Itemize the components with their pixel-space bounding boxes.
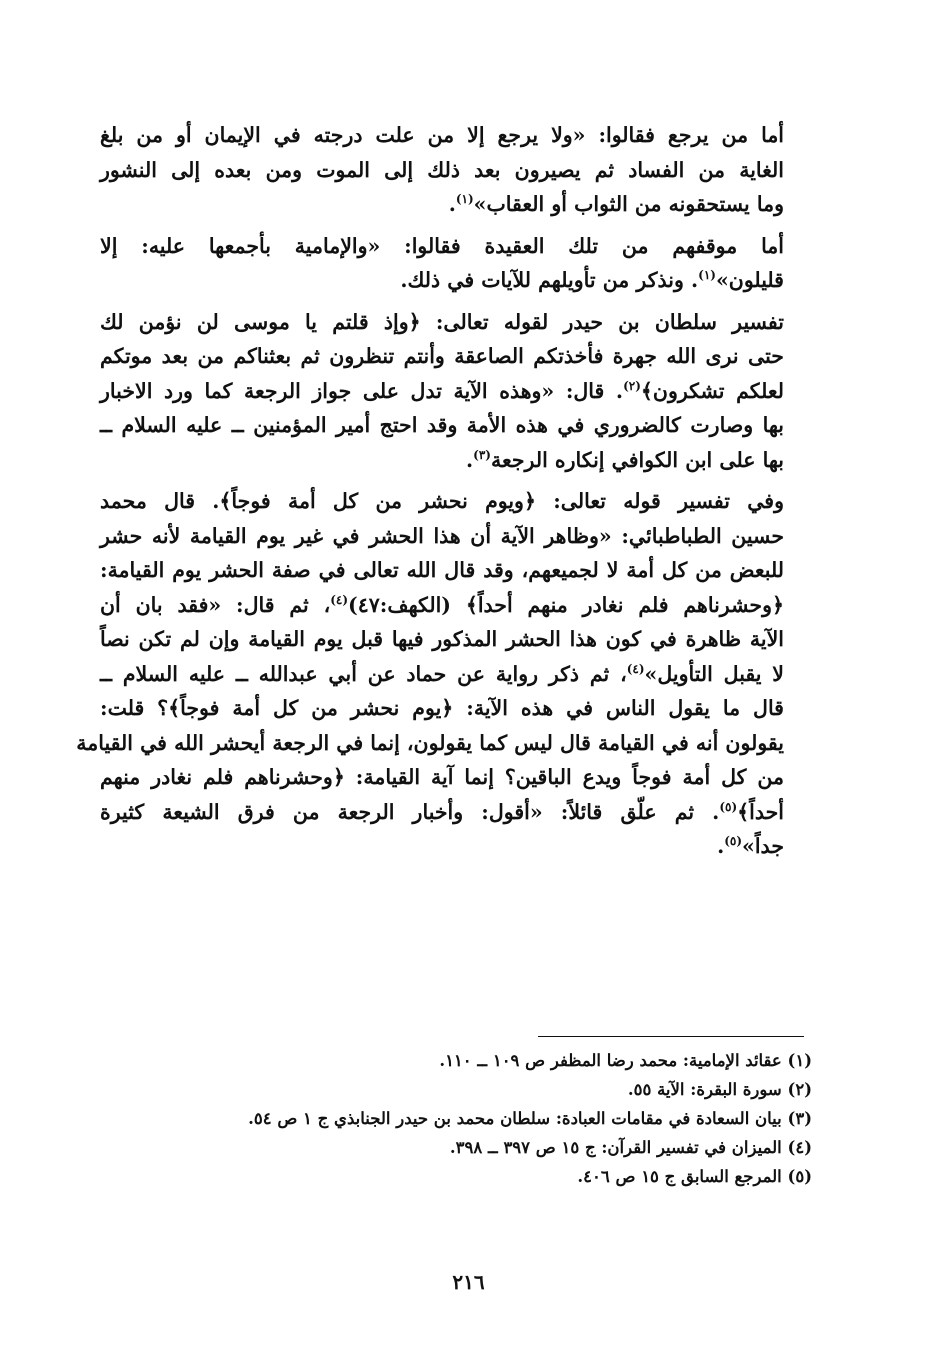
text-line: أما من يرجع فقالوا: «ولا يرجع إلا من علت درجته في الإيمان أو من بلغ <box>100 123 784 147</box>
text-line <box>100 187 812 222</box>
text-segment: . <box>448 192 456 216</box>
text-line: قال ما يقول الناس في هذه الآية: ﴿يوم نحشر من كل أمة فوجاً﴾؟ قلت: <box>100 696 784 720</box>
text-segment: . <box>465 447 474 472</box>
footnote-ref: (٣) <box>473 447 491 462</box>
paragraph-4 <box>76 484 812 864</box>
text-line: بها وصارت كالضروري في هذه الأمة وقد احتج أمير المؤمنين ــ عليه السلام ــ <box>100 413 784 437</box>
footnote-ref: (٢) <box>623 378 641 393</box>
footnote-2: (٢) سورة البقرة: الآية ٥٥. <box>627 1080 812 1099</box>
footnote-ref: (٥) <box>724 834 743 849</box>
text-segment: ، ثم قال: «فقد بان أن <box>100 592 331 617</box>
text-segment: أحداً﴾ <box>737 799 784 824</box>
paragraph-1 <box>100 118 812 222</box>
footnote-separator <box>538 1036 804 1037</box>
text-segment: . قال: «وهذه الآية تدل على جواز الرجعة كما ورد الاخبار <box>100 378 624 403</box>
text-segment: لعلكم تشكرون﴾ <box>640 378 784 403</box>
text-segment: ، ثم ذكر رواية عن حماد عن أبي عبدالله ــ عليه السلام ــ <box>100 661 627 686</box>
text-line: أما موقفهم من تلك العقيدة فقالوا: «والإمامية بأجمعها عليه: إلا <box>100 233 784 258</box>
paragraph-3 <box>100 305 812 478</box>
text-line: حسين الطباطبائي: «وظاهر الآية أن هذا الحشر في غير يوم القيامة لأنه حشر <box>100 523 784 548</box>
text-line <box>100 829 812 864</box>
text-line <box>100 263 812 298</box>
text-line <box>100 795 812 830</box>
text-line <box>100 374 812 409</box>
text-line: تفسير سلطان بن حيدر لقوله تعالى: ﴿وإذ قلتم يا موسى لن نؤمن لك <box>100 309 784 334</box>
footnote-ref: (١) <box>698 268 716 283</box>
footnote-3: (٣) بيان السعادة في مقامات العبادة: سلطان محمد بن حيدر الجنابذي ج ١ ص ٥٤. <box>248 1109 812 1128</box>
text-line <box>100 443 812 478</box>
footnotes <box>100 1046 812 1191</box>
footnote-ref: (٤) <box>330 592 349 607</box>
footnote-ref: (٤) <box>626 661 645 676</box>
text-line <box>100 588 812 623</box>
footnote-1: (١) عقائد الإمامية: محمد رضا المظفر ص ١٠٩ ــ ١١٠. <box>439 1051 812 1070</box>
footnote-ref: (٥) <box>719 799 738 814</box>
text-segment: لا يقبل التأويل» <box>644 661 784 686</box>
text-segment: . ثم علّق قائلاً: «أقول: وأخبار الرجعة من فرق الشيعة كثيرة <box>100 799 720 824</box>
text-line: للبعض من كل أمة لا لجميعهم، وقد قال الله تعالى في صفة الحشر يوم القيامة: <box>100 558 784 582</box>
text-segment: بها على ابن الكوافي إنكاره الرجعة <box>490 447 784 472</box>
footnote-5: (٥) المرجع السابق ج ١٥ ص ٤٠٦. <box>577 1167 812 1186</box>
text-line: الآية ظاهرة في كون هذا الحشر المذكور فيها قبل يوم القيامة وإن لم تكن نصاً <box>100 627 784 651</box>
paragraph-2 <box>100 229 812 298</box>
text-line: من كل أمة فوجاً ويدع الباقين؟ إنما آية القيامة: ﴿وحشرناهم فلم نغادر منهم <box>100 765 784 789</box>
text-line: وفي تفسير قوله تعالى: ﴿ويوم نحشر من كل أمة فوجاً﴾. قال محمد <box>100 489 784 513</box>
footnote-4: (٤) الميزان في تفسير القرآن: ج ١٥ ص ٣٩٧ ــ ٣٩٨. <box>449 1138 812 1157</box>
text-segment: ﴿وحشرناهم فلم نغادر منهم أحداً﴾ (الكهف:٤٧) <box>348 592 784 617</box>
text-segment: . <box>717 834 725 858</box>
text-segment: وما يستحقونه من الثواب أو العقاب» <box>473 192 784 216</box>
text-line: حتى نرى الله جهرة فأخذتكم الصاعقة وأنتم تنظرون ثم بعثناكم من بعد موتكم <box>100 344 784 368</box>
text-segment: قليلون» <box>715 268 784 292</box>
page-number: ٢١٦ <box>452 1270 485 1294</box>
text-segment: جداً» <box>742 834 784 858</box>
footnote-ref: (١) <box>455 192 474 207</box>
text-line: يقولون أنه في القيامة قال ليس كما يقولون، إنما في الرجعة أيحشر الله في القيامة <box>76 730 784 755</box>
text-line <box>100 657 812 692</box>
body-text <box>76 118 812 871</box>
text-line: الغاية من الفساد ثم يصيرون بعد ذلك إلى الموت ومن بعده إلى النشور <box>100 157 784 182</box>
text-segment: . ونذكر من تأويلهم للآيات في ذلك. <box>400 268 699 292</box>
